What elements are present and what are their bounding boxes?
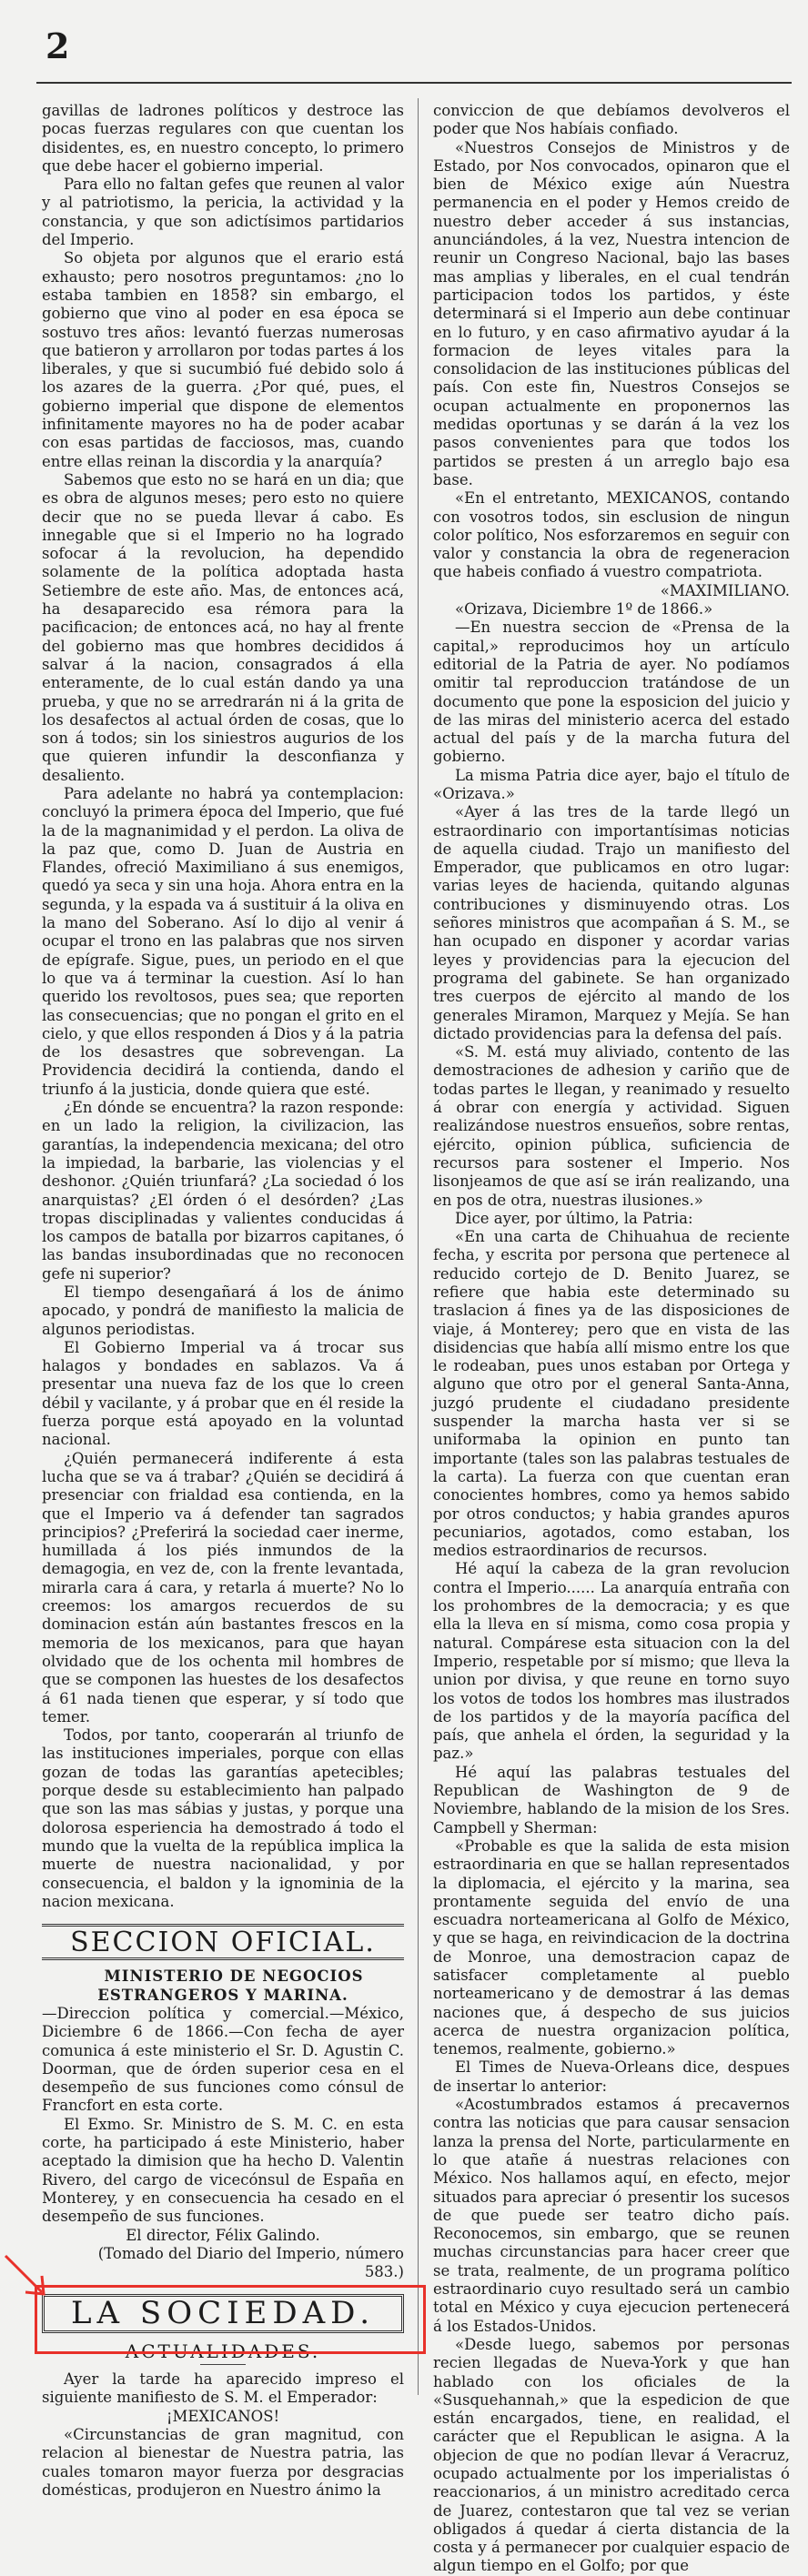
article-paragraph: «Acostumbrados estamos á precavernos contra las noticias que para causar sensacion lanza la prensa del Norte, particularmente en lo que atañe á nuestras relaciones con México. Nos hallamos aquí, en efecto, mejor situados para apreciar ó presentir los sucesos de que puede ser teatro dicho país. Reconocemos, sin embargo, que se reunen muchas circunstancias para hacer creer que se trata, realmente, de un programa político estraordinario cuyo resultado será un cambio total en México y cuya ejecucion pertenecerá á los Estados-Unidos. — [433, 2096, 790, 2335]
highlight-box — [35, 2285, 426, 2354]
source-note: (Tomado del Diario del Imperio, número 583.) — [97, 2244, 404, 2281]
article-paragraph: ¿En dónde se encuentra? la razon responde: en un lado la religion, la civilizacion, las garantías, la independencia mexicana; del otro la impiedad, la barbarie, las violencias y el deshonor. ¿Quién triunfará? ¿La sociedad ó los anarquistas? ¿El órden ó el desórden? ¿Las tropas disciplinadas y valientes conducidas á los campos de batalla por bizarros capitanes, ó las bandas insubordinadas que no reconocen gefe ni superior? — [42, 1099, 404, 1283]
article-paragraph: ¿Quién permanecerá indiferente á esta lucha que se va á trabar? ¿Quién se decidirá á presenciar con frialdad esa contienda, en la que el Imperio va á defender tan sagrados principios? ¿Preferirá la sociedad caer inerme, humillada á los piés inmundos de la demagogia, en vez de, con la frente levantada, mirarla cara á cara, y retarla á muerte? No lo creemos: los amargos recuerdos de su dominacion están aún bastantes frescos en la memoria de los mexicanos, para que hayan olvidado que de los ochenta mil hombres de que se componen las huestes de los desafectos á 61 nada tienen que esperar, y sí todo que temer. — [42, 1449, 404, 1726]
ministerio-text: —Direccion política y comercial.—México, Diciembre 6 de 1866.—Con fecha de ayer comunica á este ministerio el Sr. D. Agustin C. Doorman, que de órden superior cesa en el desempeño de sus funciones como cónsul de Francfort en esta corte. — [42, 2004, 404, 2115]
manifesto-paragraph: «Circunstancias de gran magnitud, con relacion al bienestar de Nuestra patria, las cuales tomaron mayor fuerza por desgracias domésticas, produjeron en Nuestro ánimo la — [42, 2425, 404, 2499]
mexicanos-heading: ¡MEXICANOS! — [166, 2407, 280, 2425]
la-sociedad-heading: LA SOCIEDAD. — [42, 2294, 404, 2332]
article-paragraph: —En nuestra seccion de «Prensa de la capital,» reproducimos hoy un artículo editorial de la Patria de ayer. No podíamos omitir tal reproduccion tratándose de un documento que pone la esposicion del juicio y de las miras del ministerio acerca del estado actual del país y de la marcha futura del gobierno. — [433, 619, 790, 766]
ministerio-heading — [42, 1967, 404, 2005]
article-paragraph: So objeta por algunos que el erario está exhausto; pero nosotros preguntamos: ¿no lo estaba tambien en 1858? sin embargo, el gobierno que vino al poder en esa época se sostuvo tres años: levantó fuerzas numerosas que batieron y arrollaron por todas partes á los liberales, y que si sucumbió fué debido solo á los azares de la guerra. ¿Por qué, pues, el gobierno imperial que dispone de elementos infinitamente mayores no ha de poder acabar con esas partidas de facciosos, mas, cuando entre ellas reinan la discordia y la anarquía? — [42, 249, 404, 470]
left-column — [42, 102, 404, 2500]
article-paragraph: «Probable es que la salida de esta mision estraordinaria en que se hallan representados la diplomacia, el ejército y la marina, sea prontamente seguida del envío de una escuadra norteamericana al Golfo de México, y que se haga, en reivindicacion de la doctrina de Monroe, una demostracion capaz de satisfacer completamente al pueblo norteamericano y de demostrar á las demas naciones que, á despecho de sus juicios acerca de nuestra organizacion política, tenemos, realmente, gobierno.» — [433, 1836, 790, 2058]
article-paragraph: El tiempo desengañará á los de ánimo apocado, y pondrá de manifiesto la malicia de algunos periodistas. — [42, 1283, 404, 1338]
article-paragraph: Para adelante no habrá ya contemplacion: concluyó la primera época del Imperio, que fué la de la magnanimidad y el perdon. La oliva de la paz que, como D. Juan de Austria en Flandes, ofreció Maximiliano á sus enemigos, quedó ya seca y sin una hoja. Ahora entra en la segunda, y la espada va á sustituir á la oliva en la mano del Soberano. Así lo dijo al venir á ocupar el trono en las palabras que nos sirven de epígrafe. Sigue, pues, un periodo en el que lo que va á terminar la cuestion. Así lo han querido los revoltosos, pues sea; que reporten las consecuencias; que no pongan el grito en el cielo, y que ellos responden á Dios y á la patria de los desastres que sobrevengan. La Providencia decidirá la contienda, dando el triunfo á la justicia, donde quiera que esté. — [42, 784, 404, 1098]
article-paragraph: Dice ayer, por último, la Patria: — [455, 1209, 693, 1227]
header-rule — [36, 82, 792, 84]
signature: «MAXIMILIANO. — [660, 581, 790, 599]
dateline: «Orizava, Diciembre 1º de 1866.» — [455, 600, 713, 619]
article-paragraph: «En el entretanto, MEXICANOS, contando con vosotros todos, sin esclusion de ningun color político, Nos esforzaremos en seguir con valor y constancia la obra de regeneracion que habeis confiado á vuestro compatriota. — [433, 489, 790, 581]
director-signature: El director, Félix Galindo. — [126, 2226, 320, 2244]
ministerio-heading-text: MINISTERIO DE NEGOCIOS ESTRANGEROS Y MARINA. — [97, 1967, 364, 2004]
article-paragraph: conviccion de que debíamos devolveros el poder que Nos habíais confiado. — [433, 102, 790, 138]
seccion-oficial-heading: SECCION OFICIAL. — [42, 1924, 404, 1960]
article-paragraph: Hé aquí las palabras testuales del Republican de Washington de 9 de Noviembre, hablando de la mision de los Sres. Campbell y Sherman: — [433, 1763, 790, 1836]
article-paragraph: «S. M. está muy aliviado, contento de las demostraciones de adhesion y cariño que de todas partes le llegan, y reanimado y resuelto á obrar con energía y actividad. Siguen realizándose nuestros ensueños, sobre rentas, ejército, opinion pública, suficiencia de recursos para sostener el Imperio. Nos lisonjeamos de que así se irán realizando, una en pos de otra, nuestras ilusiones.» — [433, 1043, 790, 1209]
article-paragraph: La misma Patria dice ayer, bajo el título de «Orizava.» — [433, 766, 790, 802]
article-paragraph: «Desde luego, sabemos por personas recien llegadas de Nueva-York y que han hablado con los oficiales de la «Susquehannah,» que la espedicion de que están encargados, tiene, en realidad, el carácter que el Republican le asigna. A la objecion de que no podían llevar á Veracruz, ocupado actualmente por los imperialistas ó reaccionarios, á un ministro acreditado cerca de Juarez, contestaron que tal vez se verian obligados á quedar á cierta distancia de la costa y á permanecer por cualquier espacio de algun tiempo en el Golfo; por que — [433, 2335, 790, 2575]
article-paragraph: gavillas de ladrones políticos y destroce las pocas fuerzas regulares con que cuentan los disidentes, es, en nuestro concepto, lo primero que debe hacer el gobierno imperial. — [42, 102, 404, 175]
article-paragraph: El Gobierno Imperial va á trocar sus halagos y bondades en sablazos. Va á presentar una nueva faz de los que lo creen débil y vacilante, y á probar que en él reside la fuerza porque está apoyado en la voluntad nacional. — [42, 1338, 404, 1449]
short-rule — [200, 2364, 246, 2365]
actualidades-intro: Ayer la tarde ha aparecido impreso el siguiente manifiesto de S. M. el Emperador: — [42, 2370, 404, 2407]
la-sociedad-section — [42, 2294, 404, 2332]
article-paragraph: Sabemos que esto no se hará en un dia; que es obra de algunos meses; pero esto no quiere decir que no se pueda llevar á cabo. Es innegable que si el Imperio no ha logrado sofocar á la revolucion, ha dependido solamente de la política adoptada hasta Setiembre de este año. Mas, de entonces acá, ha desaparecido esa rémora para la pacificacion; de entonces acá, no hay al frente del gobierno mas que hombres decididos á salvar á la nacion, consagrados á ella enteramente, de lo cual están dando ya una prueba, y que no se arredrarán ni á la grita de los desafectos al actual órden de cosas, que lo son á todos; sin los siniestros augurios de los que quieren infundir la desconfianza y desaliento. — [42, 470, 404, 784]
article-paragraph: Hé aquí la cabeza de la gran revolucion contra el Imperio...... La anarquía entraña con los prohombres de la democracia; y es que ella la lleva en sí misma, como cosa propia y natural. Compárese esta situacion con la del Imperio, respetable por sí mismo; que lleva la union por divisa, y que reune en torno suyo los votos de todos los hombres mas ilustrados de los partidos y de la mayoría pacífica del país, que anhela el órden, la seguridad y la paz.» — [433, 1560, 790, 1763]
page-number: 2 — [45, 25, 70, 66]
right-column — [433, 102, 790, 2576]
article-paragraph: Todos, por tanto, cooperarán al triunfo de las instituciones imperiales, porque con ellas gozan de todas las garantías apetecibles; porque desde su establecimiento han palpado que son las mas sábias y justas, y porque una dolorosa esperiencia ha demostrado á todo el mundo que la vuelta de la república implica la muerte de nuestra nacionalidad, y por consecuencia, el baldon y la ignominia de la nacion mexicana. — [42, 1726, 404, 1910]
column-divider — [418, 98, 419, 2395]
article-paragraph: El Times de Nueva-Orleans dice, despues de insertar lo anterior: — [433, 2058, 790, 2095]
article-paragraph: «Ayer á las tres de la tarde llegó un estraordinario con importantísimas noticias de aquella ciudad. Trajo un manifiesto del Emperador, que publicamos en otro lugar: varias leyes de hacienda, quitando algunas contribuciones y disminuyendo otras. Los señores ministros que acompañan á S. M., se han ocupado en disponer y acordar varias leyes y providencias para la ejecucion del programa del gabinete. Se han organizado tres cuerpos de ejército al mando de los generales Miramon, Marquez y Mejía. Se han dictado providencias para la defensa del país. — [433, 803, 790, 1042]
article-paragraph: «En una carta de Chihuahua de reciente fecha, y escrita por persona que pertenece al reducido cortejo de D. Benito Juarez, se refiere que habia este determinado su traslacion á fines ya de las disposiciones de viaje, á Monterey; pero que en vista de las disidencias que había allí mismo entre los que le rodeaban, pues unos estaban por Ortega y alguno que otro por el general Santa-Anna, juzgó prudente el ciudadano presidente suspender la marcha hasta ver si se uniformaba la opinion en punto tan importante (tales son las palabras testuales de la carta). La fuerza con que cuentan eran conocientes hombres, como ya hemos sabido por otros conductos; y habia grandes apuros pecuniarios, agotados, como estaban, los medios estraordinarios de recursos. — [433, 1228, 790, 1560]
article-paragraph: «Nuestros Consejos de Ministros y de Estado, por Nos convocados, opinaron que el bien de México exige aún Nuestra permanencia en el poder y Hemos creido de nuestro deber acceder á sus instancias, anunciándoles, á la vez, Nuestra intencion de reunir un Congreso Nacional, bajo las bases mas amplias y liberales, en el cual tendrán participacion todos los partidos, y éste determinará si el Imperio aun debe continuar en lo futuro, y en caso afirmativo ayudar á la formacion de leyes vitales para la consolidacion de las instituciones públicas del país. Con este fin, Nuestros Consejos se ocupan actualmente en proponernos las medidas oportunas y se darán á la vez los pasos convenientes para que todos los partidos se presten á un arreglo bajo esa base. — [433, 138, 790, 488]
article-paragraph: Para ello no faltan gefes que reunen al valor y al patriotismo, la pericia, la actividad y la constancia, y que son adictísimos partidarios del Imperio. — [42, 176, 404, 249]
exmo-paragraph: El Exmo. Sr. Ministro de S. M. C. en esta corte, ha participado á este Ministerio, haber aceptado la dimision que ha hecho D. Valentin Rivero, del cargo de vicecónsul de España en Monterey, y en consecuencia ha cesado en el desempeño de sus funciones. — [42, 2115, 404, 2226]
actualidades-heading: ACTUALIDADES. — [125, 2340, 321, 2362]
